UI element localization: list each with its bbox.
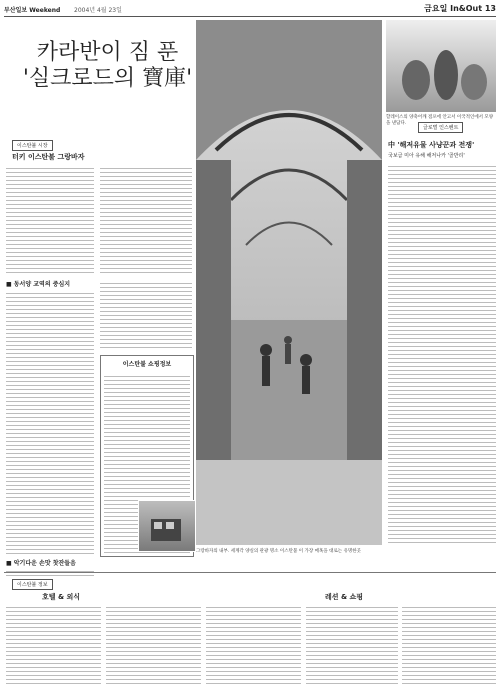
vase-photo-caption: 할레이스의 양축어깨 점포에 안고서 이국적인에서 모양을 낸답다. [386,115,494,126]
street-photo [138,500,196,552]
body-text-block [6,290,94,555]
main-photo [196,20,382,545]
pottery-image [386,20,496,112]
bottom-heading-shopping: 레션 & 쇼핑 [325,593,364,601]
left-subheading-2: ■ 악기다운 손맛 찻잔들음 [6,560,76,567]
body-text-block [106,604,201,686]
body-text-block [388,163,496,543]
section-divider [4,572,496,573]
bottom-heading-hotel: 호텔 & 외식 [42,593,81,601]
body-text-block [100,280,192,350]
body-text-block [6,604,101,686]
headline-line2: '실크로드의 寶庫' [22,66,193,91]
paper-name: 부산일보 Weekend [4,7,61,14]
headline-line1: 카라반이 짐 푼 [36,40,179,65]
main-photo-caption: 그랑바자의 내부. 세계각 양실의 관광 명소 이스탄불 이 가장 매혹을 대로는 유명한곳 [196,549,361,554]
body-text-block [6,165,94,275]
bazaar-arches-image [196,20,382,545]
section-label-right: 글로벌 인스벤트 [418,122,463,133]
body-text-block [402,604,496,686]
section-label-left: 이스탄불 시장 [12,140,53,151]
body-text-block [206,604,301,686]
left-heading: 터키 이스탄불 그랑바자 [12,153,85,161]
body-text-block [306,604,398,686]
issue-date: 2004년 4월 23일 [74,7,122,14]
right-subheading: 국보급 미아 유해 해저나카 '골반리' [388,153,465,159]
section-title: 금요일 In&Out 13 [424,4,496,13]
vase-photo [386,20,496,112]
shopping-box-title: 이스탄불 쇼핑정보 [122,361,172,368]
section-label-bottom: 이스탄불 정보 [12,579,53,590]
right-heading: 中 '해저유물 사냥꾼과 전쟁' [388,141,475,149]
page-header [4,2,496,17]
body-text-block [100,165,192,275]
left-subheading-1: ■ 동서양 교역의 중심지 [6,281,71,288]
headline [20,40,195,92]
tram-image [139,501,195,551]
